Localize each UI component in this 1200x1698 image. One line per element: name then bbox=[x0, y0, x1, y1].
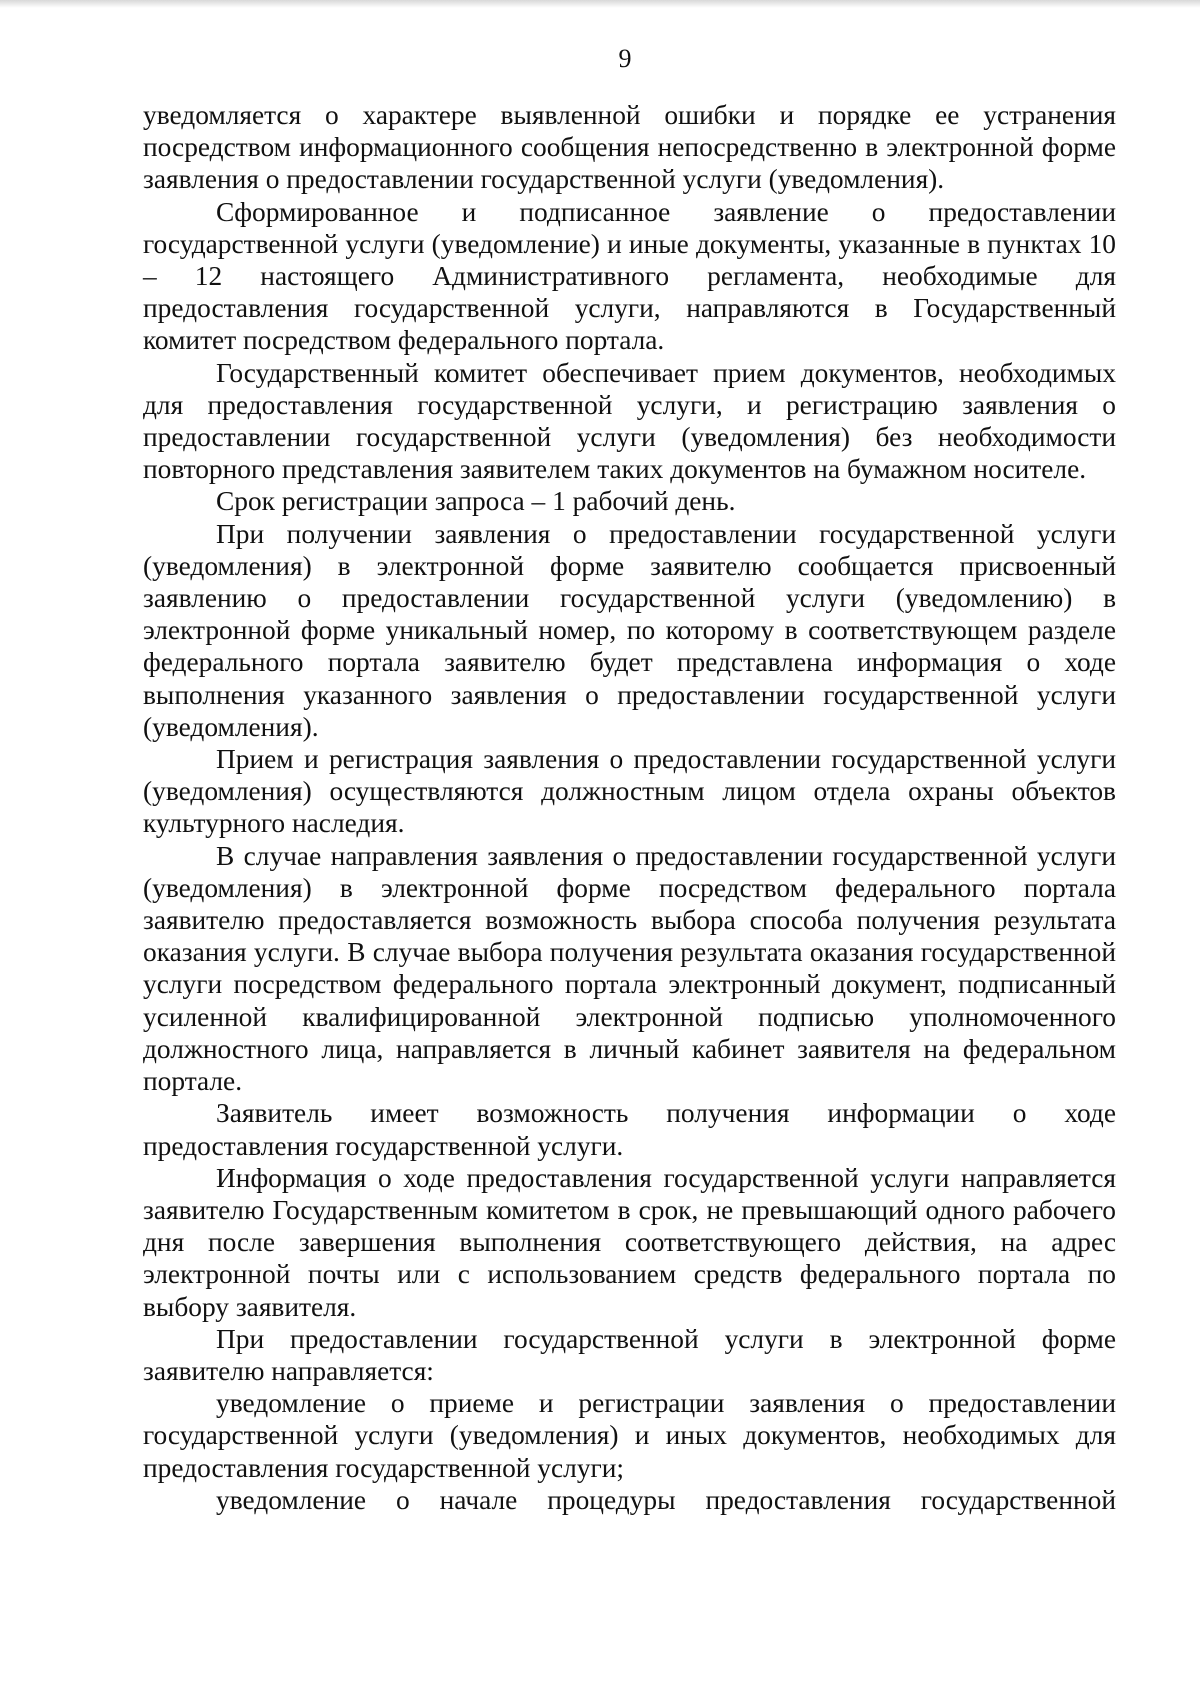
paragraph-error-notice: уведомляется о характере выявленной ошибки и порядке ее устранения посредством информационного сообщения непосредственно в электронной форме заявления о предоставлении государственной услуги (уведомления). bbox=[143, 100, 1116, 195]
paragraph-notification-start: уведомление о начале процедуры предоставления государственной bbox=[216, 1484, 1116, 1515]
paragraph-registration-term: Срок регистрации запроса – 1 рабочий день. bbox=[216, 486, 736, 517]
paragraph-notification-receipt: уведомление о приеме и регистрации заявления о предоставлении государственной услуги (уведомления) и иных документов, необходимых для предоставления государственной услуги; bbox=[143, 1388, 1116, 1483]
paragraph-unique-number: При получении заявления о предоставлении государственной услуги (уведомления) в электронной форме заявителю сообщается присвоенный заявлению о предоставлении государственной услуги (уведомлению) в электронной форме уникальный номер, по которому в соответствующем разделе федерального портала заявителю будет представлена информация о ходе выполнения указанного заявления о предоставлении государственной услуги (уведомления). bbox=[143, 518, 1116, 742]
paragraph-submission: Сформированное и подписанное заявление о предоставлении государственной услуги (уведомление) и иные документы, указанные в пунктах 10 – 12 настоящего Административного регламента, необходимые для предоставления государственной услуги, направляются в Государственный комитет посредством федерального портала. bbox=[143, 196, 1116, 356]
paragraph-notifications-intro: При предоставлении государственной услуги в электронной форме заявителю направляется: bbox=[143, 1323, 1116, 1386]
paragraph-progress-info: Заявитель имеет возможность получения информации о ходе предоставления государственной услуги. bbox=[143, 1098, 1116, 1161]
page-number: 9 bbox=[618, 44, 632, 73]
paragraph-result-delivery: В случае направления заявления о предоставлении государственной услуги (уведомления) в электронной форме посредством федерального портала заявителю предоставляется возможность выбора способа получения результата оказания услуги. В случае выбора получения результата оказания государственной услуги посредством федерального портала электронный документ, подписанный усиленной квалифицированной электронной подписью уполномоченного должностного лица, направляется в личный кабинет заявителя на федеральном портале. bbox=[143, 840, 1116, 1097]
paragraph-acceptance: Государственный комитет обеспечивает прием документов, необходимых для предоставления государственной услуги, и регистрацию заявления о предоставлении государственной услуги (уведомления) без необходимости повторного представления заявителем таких документов на бумажном носителе. bbox=[143, 357, 1116, 485]
scan-edge bbox=[0, 0, 1200, 8]
document-body bbox=[143, 99, 1116, 1516]
paragraph-info-deadline: Информация о ходе предоставления государственной услуги направляется заявителю Государственным комитетом в срок, не превышающий одного рабочего дня после завершения выполнения соответствующего действия, на адрес электронной почты или с использованием средств федерального портала по выбору заявителя. bbox=[143, 1162, 1116, 1322]
paragraph-responsible-official: Прием и регистрация заявления о предоставлении государственной услуги (уведомления) осуществляются должностным лицом отдела охраны объектов культурного наследия. bbox=[143, 744, 1116, 839]
